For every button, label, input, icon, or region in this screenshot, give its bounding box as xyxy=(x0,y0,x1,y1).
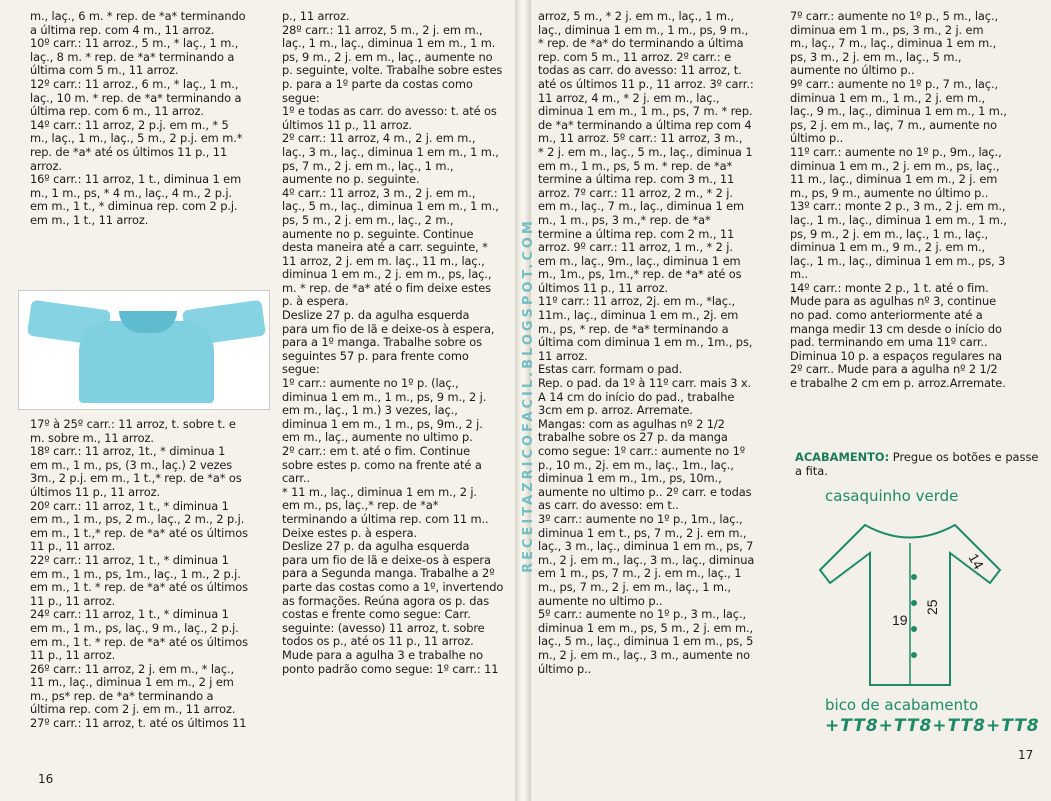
instruction-line: trabalhe sobre os 27 p. da manga xyxy=(538,430,728,445)
instruction-line: A 14 cm do início do pad., trabalhe xyxy=(538,389,735,404)
crochet-edging-symbols: +TT8+TT8+TT8+TT8 xyxy=(825,716,1040,736)
instruction-line: de *a* terminando a última rep com 4 xyxy=(538,117,752,132)
instruction-line: p. seguinte, volte. Trabalhe sobre estes xyxy=(282,63,503,78)
instruction-line: ps, 9 m., 2 j. em m., laç., 1 m., laç., xyxy=(790,226,989,241)
instruction-line: 11 arroz. xyxy=(538,348,588,363)
instruction-line: aumente no ultimo p.. xyxy=(538,593,663,608)
instruction-line: carr.. xyxy=(282,471,311,486)
instruction-line: m., 1 m., ps, * 4 m., laç., 4 m., 2 p.j. xyxy=(30,185,232,200)
instruction-line: pad. terminando em uma 11º carr.. xyxy=(790,335,988,350)
instruction-line: m., ps, 9 m., aumente no último p.. xyxy=(790,185,989,200)
instruction-line: Deslize 27 p. da agulha esquerda xyxy=(282,308,470,323)
instruction-line: m., 11 arroz. 5º carr.: 11 arroz, 3 m., xyxy=(538,131,743,146)
instruction-line: laç., 5 m., laç., diminua 1 em m., ps, 5 xyxy=(538,634,754,649)
instruction-line: 11 p., 11 arroz. xyxy=(30,539,116,554)
instruction-line: última com 5 m., 11 arroz. xyxy=(30,63,179,78)
instruction-line: m., 2 j. em m., laç., 3 m., aumente no xyxy=(538,647,751,662)
instruction-line: * 2 j. em m., laç., 5 m., laç., diminua 1 xyxy=(538,144,753,159)
instruction-line: m., 2 j. em m., laç., 3 m., laç., diminua xyxy=(538,552,755,567)
instruction-line: 11º carr.: aumente no 1º p., 9m., laç., xyxy=(790,144,1002,159)
sleeve-measure-label: 14 xyxy=(965,550,988,572)
instruction-line: rep. com 5 m., 11 arroz. 2º carr.: e xyxy=(538,49,731,64)
instruction-line: até os últimos 11 p., 11 arroz. 3º carr.: xyxy=(538,76,754,91)
instruction-line: 2º carr.: em t. até o fim. Continue xyxy=(282,444,471,458)
instruction-line: em m., 1 t., * diminua rep. com 2 p.j. xyxy=(30,199,238,214)
instruction-line: 11 m., laç., diminua 1 em m., 2 j. em xyxy=(790,172,998,187)
instruction-line: diminua 1 em m., 1 m., ps, 9 m., 2 j. xyxy=(282,389,487,404)
instruction-line: m., 1m., ps, 1m.,* rep. de *a* até os xyxy=(538,267,742,282)
left-page xyxy=(0,0,520,801)
instruction-line: as formações. Reúna agora os p. das xyxy=(282,593,490,608)
instruction-line: para um fio de lã e deixe-os à espera, xyxy=(282,321,495,336)
instruction-line: Rep. o pad. da 1º à 11º carr. mais 3 x. xyxy=(538,376,752,391)
instruction-line: Estas carr. formam o pad. xyxy=(538,362,683,377)
instruction-line: desta maneira até a carr. seguinte, * xyxy=(282,240,488,255)
instruction-line: em m., 1 m., ps, 1m., laç., 1 m., 2 p.j. xyxy=(30,566,241,581)
instruction-line: m., 1 m., ps, 3 m.,* rep. de *a* xyxy=(538,212,711,227)
instruction-line: arroz. 7º carr.: 11 arroz, 2 m., * 2 j. xyxy=(538,185,733,200)
instruction-line: últimos 11 p., 11 arroz. xyxy=(30,484,161,499)
instructions-column-1 xyxy=(30,10,275,228)
instruction-line: ps, 2 j. em m., laç, 7 m., aumente no xyxy=(790,117,997,132)
acabamento-note xyxy=(795,450,1040,478)
instruction-line: 1º carr.: aumente no 1º p. (laç., xyxy=(282,376,459,391)
instruction-line: em m., 1 t., 11 arroz. xyxy=(30,212,149,227)
instruction-line: aumente no p. seguinte. Continue xyxy=(282,226,474,241)
instruction-line: parte das costas como a 1º, invertendo xyxy=(282,579,504,594)
instruction-line: ps, 7 m., 2 j. em m., laç., 1 m., xyxy=(282,158,454,173)
instruction-line: 9º carr.: aumente no 1º p., 7 m., laç., xyxy=(790,76,999,91)
instruction-line: m., laç., 6 m. * rep. de *a* terminando xyxy=(30,9,246,23)
instruction-line: diminua 1 em m., 1m., ps, 10m., xyxy=(538,471,722,486)
instruction-line: todas as carr. do avesso: 11 arroz, t. xyxy=(538,63,742,78)
instruction-line: ponto padrão como segue: 1º carr.: 11 xyxy=(282,661,499,676)
instruction-line: Mude para as agulhas nº 3, continue xyxy=(790,294,997,309)
blog-watermark xyxy=(518,60,538,730)
jacket-body xyxy=(79,321,214,403)
instruction-line: 4º carr.: 11 arroz, 3 m., 2 j. em m., xyxy=(282,185,476,200)
instruction-line: 11º carr.: 11 arroz, 2j. em m., *laç., xyxy=(538,294,736,309)
instruction-line: laç., 1 m., laç., diminua 1 em m., ps, 3 xyxy=(790,253,1006,268)
button-dot xyxy=(911,626,917,632)
instruction-line: todos os p., até os 11 p., 11 arroz. xyxy=(282,634,474,649)
instruction-line: aumente no ultimo p.. 2º carr. e todas xyxy=(538,484,752,499)
instruction-line: em m., laç., 9m., laç., diminua 1 em xyxy=(538,253,741,268)
instruction-line: em 1 m., ps, 7 m., 2 j. em m., laç., 1 xyxy=(538,566,742,581)
instruction-line: Mangas: com as agulhas nº 2 1/2 xyxy=(538,416,725,431)
instruction-line: últimos 11 p., 11 arroz. xyxy=(282,117,413,132)
instruction-line: laç., 1 m., laç., diminua 1 em m., 1 m. xyxy=(282,36,496,51)
instruction-line: laç., 9 m., laç., diminua 1 em m., 1 m., xyxy=(790,104,1007,119)
instruction-line: Deslize 27 p. da agulha esquerda xyxy=(282,539,470,554)
instruction-line: em m., 1 m., ps, (3 m., laç.) 2 vezes xyxy=(30,457,233,472)
instruction-line: m., ps, 7 m., 2 j. em m., laç., 1 m., xyxy=(538,579,731,594)
instruction-line: para a Segunda manga. Trabalhe a 2º xyxy=(282,566,495,581)
instruction-line: 3m., 2 p.j. em m., 1 t.,* rep. de *a* os xyxy=(30,471,242,486)
instruction-line: * rep. de *a* do terminando a última xyxy=(538,36,744,51)
instruction-line: 20º carr.: 11 arroz, 1 t., * diminua 1 xyxy=(30,498,229,513)
instruction-line: termine a última rep. com 2 m., 11 xyxy=(538,226,735,241)
page-number-left: 16 xyxy=(38,772,54,786)
button-dot xyxy=(911,600,917,606)
instruction-line: 10º carr.: 11 arroz., 5 m., * laç., 1 m., xyxy=(30,36,239,51)
diagram-title: casaquinho verde xyxy=(825,487,959,505)
instruction-line: m.. xyxy=(790,267,809,282)
baby-jacket-photo xyxy=(18,290,270,410)
instruction-line: 11 arroz, 2 j. em m. laç., 11 m., laç., xyxy=(282,253,485,268)
instruction-line: em m., 1 m., ps, 5 m. * rep. de *a* xyxy=(538,158,733,173)
instruction-line: para a 1º manga. Trabalhe sobre os xyxy=(282,335,482,350)
instruction-line: últimos 11 p., 11 arroz. xyxy=(538,280,669,295)
instruction-line: diminua 1 em m., 9 m., 2 j. em m., xyxy=(790,240,986,255)
instruction-line: 12º carr.: 11 arroz., 6 m., * laç., 1 m., xyxy=(30,76,239,91)
button-dot xyxy=(911,574,917,580)
instruction-line: p., 10 m., 2j. em m., laç., 1m., laç., xyxy=(538,457,734,472)
instruction-line: 14º carr.: monte 2 p., 1 t. até o fim. xyxy=(790,280,989,295)
instruction-line: termine a última rep. com 3 m., 11 xyxy=(538,172,735,187)
instruction-line: e trabalhe 2 cm em p. arroz.Arremate. xyxy=(790,376,1006,391)
instruction-line: 18º carr.: 11 arroz, 1t., * diminua 1 xyxy=(30,444,226,459)
instruction-line: laç., diminua 1 em m., 1 m., ps, 9 m., xyxy=(538,22,749,37)
instruction-line: segue: xyxy=(282,362,320,377)
instruction-line: arroz. 9º carr.: 11 arroz, 1 m., * 2 j. xyxy=(538,240,733,255)
instructions-column-3 xyxy=(538,10,783,676)
acabamento-label: ACABAMENTO: xyxy=(795,450,890,464)
instruction-line: última rep. com 6 m., 11 arroz. xyxy=(30,104,204,119)
instruction-line: diminua 1 em t., ps, 7 m., 2 j. em m., xyxy=(538,525,747,540)
instruction-line: no pad. como anteriormente até a xyxy=(790,308,983,323)
instruction-line: para um fio de lã e deixe-os à espera xyxy=(282,552,491,567)
instruction-line: 7º carr.: aumente no 1º p., 5 m., laç., xyxy=(790,9,999,23)
instruction-line: laç., 8 m. * rep. de *a* terminando a xyxy=(30,49,235,64)
instruction-line: 26º carr.: 11 arroz, 2 j. em m., * laç., xyxy=(30,661,235,676)
instruction-line: 2º carr.: 11 arroz, 4 m., 2 j. em m., xyxy=(282,131,476,146)
instruction-line: diminua 1 em m., 2 j. em m., ps, laç., xyxy=(790,158,1000,173)
instruction-line: último p.. xyxy=(790,131,844,146)
instruction-line: ps, 9 m., 2 j. em m., laç., aumente no xyxy=(282,49,493,64)
instruction-line: ps, 3 m., 2 j. em m., laç., 5 m., xyxy=(790,49,962,64)
instruction-line: laç., 1 m., laç., diminua 1 em m., 1 m., xyxy=(790,212,1007,227)
acabamento-text: Pregue os botões e passe a fita. xyxy=(795,450,1039,478)
instruction-line: arroz. xyxy=(30,158,62,173)
instruction-line: diminua em 1 m., ps, 3 m., 2 j. em xyxy=(790,22,984,37)
instruction-line: Deixe estes p. à espera. xyxy=(282,525,418,540)
instruction-line: 1º e todas as carr. do avesso: t. até os xyxy=(282,104,497,119)
instruction-line: 27º carr.: 11 arroz, t. até os últimos 11 xyxy=(30,716,247,731)
instruction-line: p., 11 arroz. xyxy=(282,9,350,23)
instruction-line: m. * rep. de *a* até o fim deixe estes xyxy=(282,280,491,295)
instruction-line: costas e frente como segue: Carr. xyxy=(282,607,471,622)
instruction-line: 11 p., 11 arroz. xyxy=(30,593,116,608)
instruction-line: m., ps* rep. de *a* terminando a xyxy=(30,688,214,703)
instruction-line: ps, 5 m., 2 j. em m., laç., 2 m., xyxy=(282,212,454,227)
jacket-schematic-diagram xyxy=(810,505,1010,695)
instruction-line: 11 p., 11 arroz. xyxy=(30,648,116,663)
instruction-line: laç., 3 m., laç., diminua 1 em m., 1 m., xyxy=(282,144,499,159)
instruction-line: 17º à 25º carr.: 11 arroz, t. sobre t. e xyxy=(30,417,236,431)
instruction-line: * 11 m., laç., diminua 1 em m., 2 j. xyxy=(282,484,477,499)
instruction-line: laç., 5 m., laç., diminua 1 em m., 1 m., xyxy=(282,199,499,214)
instruction-line: 16º carr.: 11 arroz, 1 t., diminua 1 em xyxy=(30,172,242,187)
instruction-line: última com diminua 1 em m., 1m., ps, xyxy=(538,335,753,350)
instruction-line: sobre estes p. como na frente até a xyxy=(282,457,482,472)
instruction-line: Mude para a agulha 3 e trabalhe no xyxy=(282,647,484,662)
instruction-line: como segue: 1º carr.: aumente no 1º xyxy=(538,444,745,458)
instruction-line: terminando a última rep. com 11 m.. xyxy=(282,511,489,526)
instruction-line: 5º carr.: aumente no 1º p., 3 m., laç., xyxy=(538,607,747,622)
instruction-line: laç., 3 m., laç., diminua 1 em m., ps, 7 xyxy=(538,539,754,554)
instruction-line: 11m., laç., diminua 1 em m., 2j. em xyxy=(538,308,739,323)
instruction-line: 13º carr.: monte 2 p., 3 m., 2 j. em m., xyxy=(790,199,1006,214)
instruction-line: m., laç., 7 m., laç., diminua 1 em m., xyxy=(790,36,997,51)
instructions-column-2 xyxy=(282,10,517,676)
instruction-line: último p.. xyxy=(538,661,592,676)
instruction-line: 22º carr.: 11 arroz, 1 t., * diminua 1 xyxy=(30,552,229,567)
instruction-line: última rep. com 2 j. em m., 11 arroz. xyxy=(30,702,236,717)
instruction-line: em m., ps, laç.,* rep. de *a* xyxy=(282,498,439,513)
instruction-line: 2º carr.. Mude para a agulha nº 2 1/2 xyxy=(790,362,998,377)
watermark-text: RECEITAZRICOFACIL.BLOGSPOT.COM xyxy=(520,217,536,573)
length-measure-label: 25 xyxy=(924,599,940,615)
instruction-line: diminua 1 em m., 1 m., 2 j. em m., xyxy=(790,90,986,105)
instructions-column-4 xyxy=(790,10,1035,391)
instruction-line: rep. de *a* até os últimos 11 p., 11 xyxy=(30,144,228,159)
instruction-line: 28º carr.: 11 arroz, 5 m., 2 j. em m., xyxy=(282,22,483,37)
instruction-line: as carr. do avesso: em t.. xyxy=(538,498,679,513)
instruction-line: m., ps, * rep. de *a* terminando a xyxy=(538,321,729,336)
instruction-line: Diminua 10 p. a espaços regulares na xyxy=(790,348,1002,363)
instruction-line: seguinte: (avesso) 11 arroz, t. sobre xyxy=(282,620,485,635)
instruction-line: m. sobre m., 11 arroz. xyxy=(30,430,154,445)
instruction-line: 11 arroz, 4 m., * 2 j. em m., laç., xyxy=(538,90,720,105)
instruction-line: em m., 1 m., ps, 2 m., laç., 2 m., 2 p.j. xyxy=(30,512,245,527)
instruction-line: diminua 1 em m., ps, 5 m., 2 j. em m., xyxy=(538,620,754,635)
instruction-line: manga medir 13 cm desde o início do xyxy=(790,321,1002,336)
instruction-line: 11 m., laç., diminua 1 em m., 2 j em xyxy=(30,675,234,690)
instruction-line: diminua 1 em m., 1 m., ps, 9m., 2 j. xyxy=(282,416,483,431)
instruction-line: m., laç., 1 m., laç., 5 m., 2 p.j. em m.* xyxy=(30,131,243,146)
instruction-line: a última rep. com 4 m., 11 arroz. xyxy=(30,22,215,37)
instruction-line: em m., 1 t. * rep. de *a* até os últimos xyxy=(30,634,248,649)
instruction-line: arroz, 5 m., * 2 j. em m., laç., 1 m., xyxy=(538,9,734,23)
instruction-line: 3cm em p. arroz. Arremate. xyxy=(538,403,693,418)
instructions-column-1-bottom xyxy=(30,418,275,731)
instruction-line: em m., 1 t. * rep. de *a* até os últimos xyxy=(30,580,248,595)
button-dot xyxy=(911,652,917,658)
instruction-line: laç., 10 m. * rep. de *a* terminando a xyxy=(30,90,242,105)
instruction-line: 3º carr.: aumente no 1º p., 1m., laç., xyxy=(538,511,743,526)
instruction-line: segue: xyxy=(282,90,320,105)
instruction-line: p. à espera. xyxy=(282,294,349,309)
instruction-line: em m., 1 t.,* rep. de *a* até os últimos xyxy=(30,525,248,540)
instruction-line: 14º carr.: 11 arroz, 2 p.j. em m., * 5 xyxy=(30,117,229,132)
instruction-line: em m., laç., 7 m., laç., diminua 1 em xyxy=(538,199,745,214)
instruction-line: diminua 1 em m., 2 j. em m., ps, laç., xyxy=(282,267,492,282)
instruction-line: em m., laç., aumente no ultimo p. xyxy=(282,430,473,445)
instruction-line: em m., 1 m., ps, laç., 9 m., laç., 2 p.j. xyxy=(30,620,239,635)
instruction-line: 24º carr.: 11 arroz, 1 t., * diminua 1 xyxy=(30,607,229,622)
instruction-line: aumente no último p.. xyxy=(790,63,915,78)
instruction-line: p. para a 1º parte da costas como xyxy=(282,76,473,91)
page-number-right: 17 xyxy=(1018,748,1034,762)
instruction-line: em m., laç., 1 m.) 3 vezes, laç., xyxy=(282,403,458,418)
instruction-line: seguintes 57 p. para frente como xyxy=(282,348,469,363)
instruction-line: aumente no p. seguinte. xyxy=(282,172,420,187)
front-measure-label: 19 xyxy=(892,612,908,628)
bico-title: bico de acabamento xyxy=(825,696,979,714)
instruction-line: diminua 1 em m., 1 m., ps, 7 m. * rep. xyxy=(538,104,753,119)
